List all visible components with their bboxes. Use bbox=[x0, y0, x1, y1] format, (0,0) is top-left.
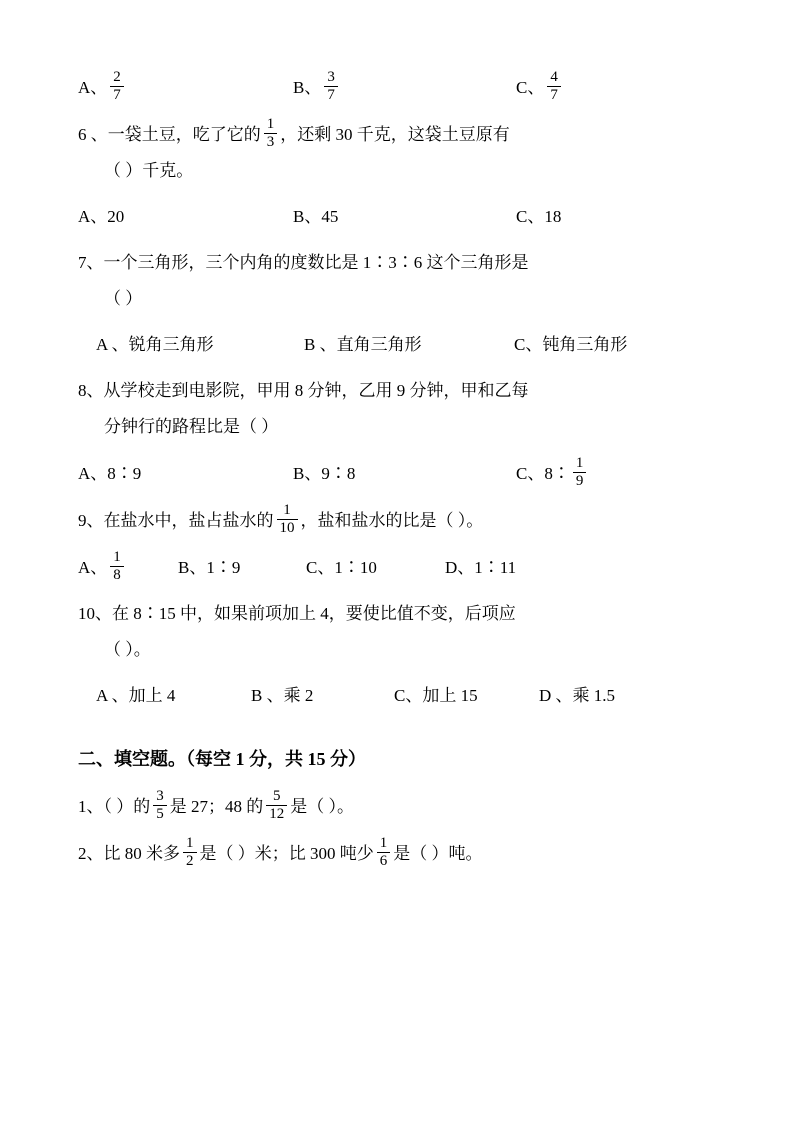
q6-option-c: C、18 bbox=[516, 207, 562, 226]
q9-options-row bbox=[78, 550, 715, 585]
q9-option-a-label: A、 bbox=[78, 557, 108, 577]
q9-stem bbox=[78, 503, 715, 538]
q5-option-a bbox=[78, 70, 293, 105]
fill2-fraction-1 bbox=[183, 835, 197, 870]
q8-option-c-prefix: C、8∶ bbox=[516, 463, 570, 483]
q8-option-a: A、8∶9 bbox=[78, 463, 142, 483]
q9-option-a-fraction bbox=[110, 549, 124, 584]
fraction-numerator: 1 bbox=[379, 835, 388, 851]
fraction-numerator: 1 bbox=[113, 549, 121, 565]
fraction-denominator: 7 bbox=[324, 86, 338, 104]
q5-options-row bbox=[78, 70, 715, 105]
fill2-text-b: 是（ ）米；比 300 吨少 bbox=[199, 843, 374, 863]
fill-in-2 bbox=[78, 836, 715, 871]
fraction-numerator: 1 bbox=[186, 835, 194, 851]
fraction-numerator: 1 bbox=[575, 455, 584, 471]
q10-option-d: D 、乘 1.5 bbox=[539, 686, 616, 705]
q9-fraction bbox=[277, 502, 298, 537]
fraction-numerator: 1 bbox=[283, 502, 291, 518]
q8-option-b: B、9∶8 bbox=[293, 463, 356, 483]
fraction-denominator: 6 bbox=[377, 852, 391, 870]
q6-fraction bbox=[264, 116, 278, 151]
q6-option-b: B、45 bbox=[293, 207, 339, 226]
q8-option-c-fraction bbox=[573, 455, 587, 490]
fraction-denominator: 5 bbox=[153, 805, 167, 823]
q5-option-b-fraction bbox=[324, 69, 338, 104]
q5-option-a-label: A、 bbox=[78, 77, 108, 97]
q9-text-b: ，盐和盐水的比是（ ）。 bbox=[300, 510, 484, 530]
fraction-denominator: 7 bbox=[547, 86, 561, 104]
q10-options-row bbox=[78, 679, 715, 713]
q6-text-a: 6 、一袋土豆，吃了它的 bbox=[78, 124, 261, 144]
q9-option-b: B、1∶9 bbox=[178, 557, 241, 577]
q7-blank-line: （ ） bbox=[104, 289, 143, 308]
fraction-denominator: 9 bbox=[573, 472, 587, 490]
fraction-denominator: 8 bbox=[110, 566, 124, 584]
q6-option-a: A、20 bbox=[78, 207, 125, 226]
q5-option-b bbox=[293, 70, 516, 105]
fraction-denominator: 7 bbox=[110, 86, 124, 104]
q7-option-b: B 、直角三角形 bbox=[304, 335, 422, 354]
fraction-denominator: 3 bbox=[264, 133, 278, 151]
q5-option-b-label: B、 bbox=[293, 77, 322, 97]
fraction-numerator: 4 bbox=[550, 69, 558, 85]
fill1-text-b: 是 27；48 的 bbox=[169, 796, 264, 816]
q5-option-c-label: C、 bbox=[516, 77, 545, 97]
q10-option-c: C、加上 15 bbox=[394, 686, 478, 705]
q7-option-c: C、钝角三角形 bbox=[514, 335, 628, 354]
q6-stem-line2 bbox=[78, 154, 715, 188]
fraction-numerator: 3 bbox=[156, 788, 164, 804]
q8-stem-line2 bbox=[78, 410, 715, 444]
fill1-fraction-1 bbox=[153, 788, 167, 823]
fill1-fraction-2 bbox=[266, 788, 287, 823]
fill2-text-a: 2、比 80 米多 bbox=[78, 843, 180, 863]
q9-text-a: 9、在盐水中，盐占盐水的 bbox=[78, 510, 274, 530]
q10-option-a: A 、加上 4 bbox=[96, 686, 176, 705]
q8-stem-line1: 8、从学校走到电影院，甲用 8 分钟，乙用 9 分钟，甲和乙每 bbox=[78, 381, 529, 400]
q8-blank-line: 分钟行的路程比是（ ） bbox=[104, 417, 279, 436]
q5-option-a-fraction bbox=[110, 69, 124, 104]
q9-option-d: D、1∶11 bbox=[445, 557, 517, 577]
fraction-numerator: 5 bbox=[273, 788, 281, 804]
fill2-text-c: 是（ ）吨。 bbox=[393, 843, 483, 863]
q5-option-c bbox=[516, 70, 564, 105]
q10-blank-line: （ ）。 bbox=[104, 640, 151, 659]
q9-option-a bbox=[78, 550, 178, 585]
fraction-numerator: 2 bbox=[113, 69, 121, 85]
fraction-denominator: 2 bbox=[183, 852, 197, 870]
fill1-text-a: 1、（ ）的 bbox=[78, 796, 151, 816]
fraction-denominator: 10 bbox=[277, 519, 298, 537]
fraction-denominator: 12 bbox=[266, 805, 287, 823]
q7-options-row bbox=[78, 328, 715, 362]
q10-stem-line1: 10、在 8∶15 中，如果前项加上 4，要使比值不变，后项应 bbox=[78, 604, 516, 623]
q9-option-c: C、1∶10 bbox=[306, 557, 377, 577]
fill1-text-c: 是（ ）。 bbox=[290, 796, 354, 816]
q6-blank-line: （ ）千克。 bbox=[104, 161, 194, 180]
q7-stem-line1: 7、一个三角形，三个内角的度数比是 1∶3∶6 这个三角形是 bbox=[78, 253, 529, 272]
fraction-numerator: 3 bbox=[327, 69, 335, 85]
q10-stem-line2 bbox=[78, 633, 715, 667]
q8-options-row bbox=[78, 456, 715, 491]
fill-in-1 bbox=[78, 789, 715, 824]
q6-stem-line1 bbox=[78, 117, 715, 152]
fill2-fraction-2 bbox=[377, 835, 391, 870]
q10-option-b: B 、乘 2 bbox=[251, 686, 314, 705]
q6-text-b: ，还剩 30 千克，这袋土豆原有 bbox=[280, 124, 510, 144]
q8-option-c bbox=[516, 456, 589, 491]
q6-options-row bbox=[78, 200, 715, 234]
q7-stem-line2 bbox=[78, 282, 715, 316]
q5-option-c-fraction bbox=[547, 69, 561, 104]
fraction-numerator: 1 bbox=[266, 116, 275, 132]
section-2-title: 二、填空题。（每空 1 分，共 15 分） bbox=[78, 749, 366, 769]
q7-option-a: A 、锐角三角形 bbox=[96, 335, 214, 354]
